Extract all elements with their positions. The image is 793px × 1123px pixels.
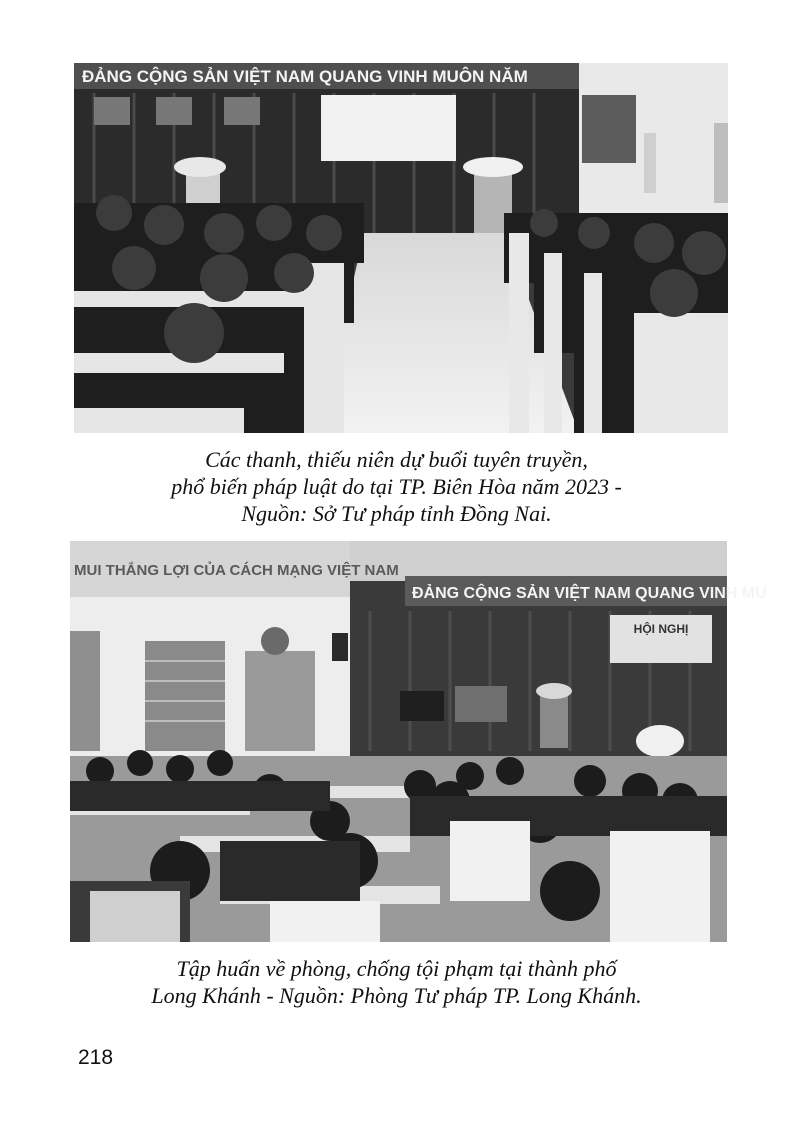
banner-slogan: ĐẢNG CỘNG SẢN VIỆT NAM QUANG VINH MUÔN NĂM (82, 67, 528, 86)
banner-slogan: ĐẢNG CỘNG SẢN VIỆT NAM QUANG VINH MU (412, 585, 767, 602)
photo-training-long-khanh (70, 541, 767, 942)
caption-line: Các thanh, thiếu niên dự buổi tuyên truyền, (205, 447, 588, 472)
caption-line: phổ biến pháp luật do tại TP. Biên Hòa năm 2023 - (171, 474, 622, 499)
photo-seminar-bien-hoa (74, 63, 728, 433)
screen-title: HỘI NGHỊ (633, 622, 689, 636)
photo-caption-2 (60, 955, 733, 1009)
caption-line: Tập huấn về phòng, chống tội phạm tại thành phố (176, 956, 617, 981)
caption-line: Long Khánh - Nguồn: Phòng Tư pháp TP. Long Khánh. (151, 983, 642, 1008)
page-number: 218 (78, 1046, 114, 1069)
caption-line: Nguồn: Sở Tư pháp tỉnh Đồng Nai. (241, 501, 552, 526)
wall-slogan: MUI THẮNG LỢI CỦA CÁCH MẠNG VIỆT NAM (74, 562, 399, 579)
photo-caption-1 (60, 446, 733, 527)
